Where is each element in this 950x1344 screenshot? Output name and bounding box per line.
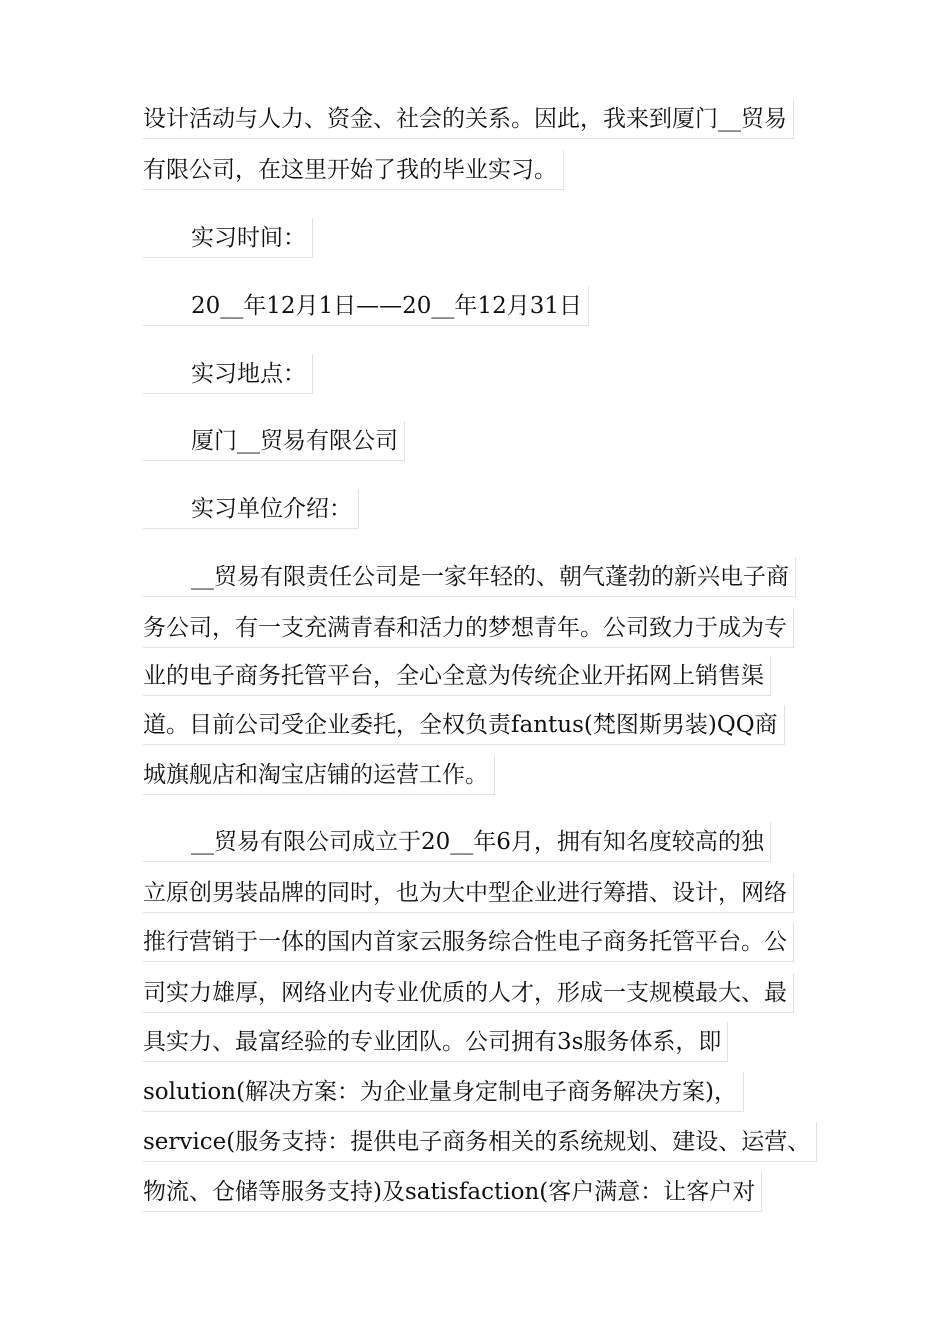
text-line: 推行营销于一体的国内首家云服务综合性电子商务托管平台。公: [143, 922, 794, 962]
text-line: 业的电子商务托管平台，全心全意为传统企业开拓网上销售渠: [143, 656, 771, 696]
text-line: solution(解决方案：为企业量身定制电子商务解决方案)，: [143, 1072, 744, 1112]
section-label-time: 实习时间：: [143, 218, 313, 258]
section-label-location: 实习地点：: [143, 354, 313, 394]
text-line: 具实力、最富经验的专业团队。公司拥有3s服务体系，即: [143, 1022, 728, 1062]
text-line: 城旗舰店和淘宝店铺的运营工作。: [143, 755, 495, 795]
text-line: 设计活动与人力、资金、社会的关系。因此，我来到厦门__贸易: [143, 99, 794, 139]
text-line: 司实力雄厚，网络业内专业优质的人才，形成一支规模最大、最: [143, 973, 794, 1013]
text-line: 务公司，有一支充满青春和活力的梦想青年。公司致力于成为专: [143, 608, 794, 648]
text-line: __贸易有限责任公司是一家年轻的、朝气蓬勃的新兴电子商: [143, 557, 796, 597]
internship-location: 厦门__贸易有限公司: [143, 421, 405, 461]
text-line: 道。目前公司受企业委托，全权负责fantus(梵图斯男装)QQ商: [143, 705, 785, 745]
text-line: __贸易有限公司成立于20__年6月，拥有知名度较高的独: [143, 822, 771, 862]
text-line: 立原创男装品牌的同时，也为大中型企业进行筹措、设计，网络: [143, 873, 794, 913]
text-line: 有限公司，在这里开始了我的毕业实习。: [143, 150, 564, 190]
text-line: 物流、仓储等服务支持)及satisfaction(客户满意：让客户对: [143, 1172, 762, 1212]
section-label-company: 实习单位介绍：: [143, 489, 359, 529]
text-line: service(服务支持：提供电子商务相关的系统规划、建设、运营、: [143, 1122, 817, 1162]
internship-dates: 20__年12月1日——20__年12月31日: [143, 286, 589, 326]
